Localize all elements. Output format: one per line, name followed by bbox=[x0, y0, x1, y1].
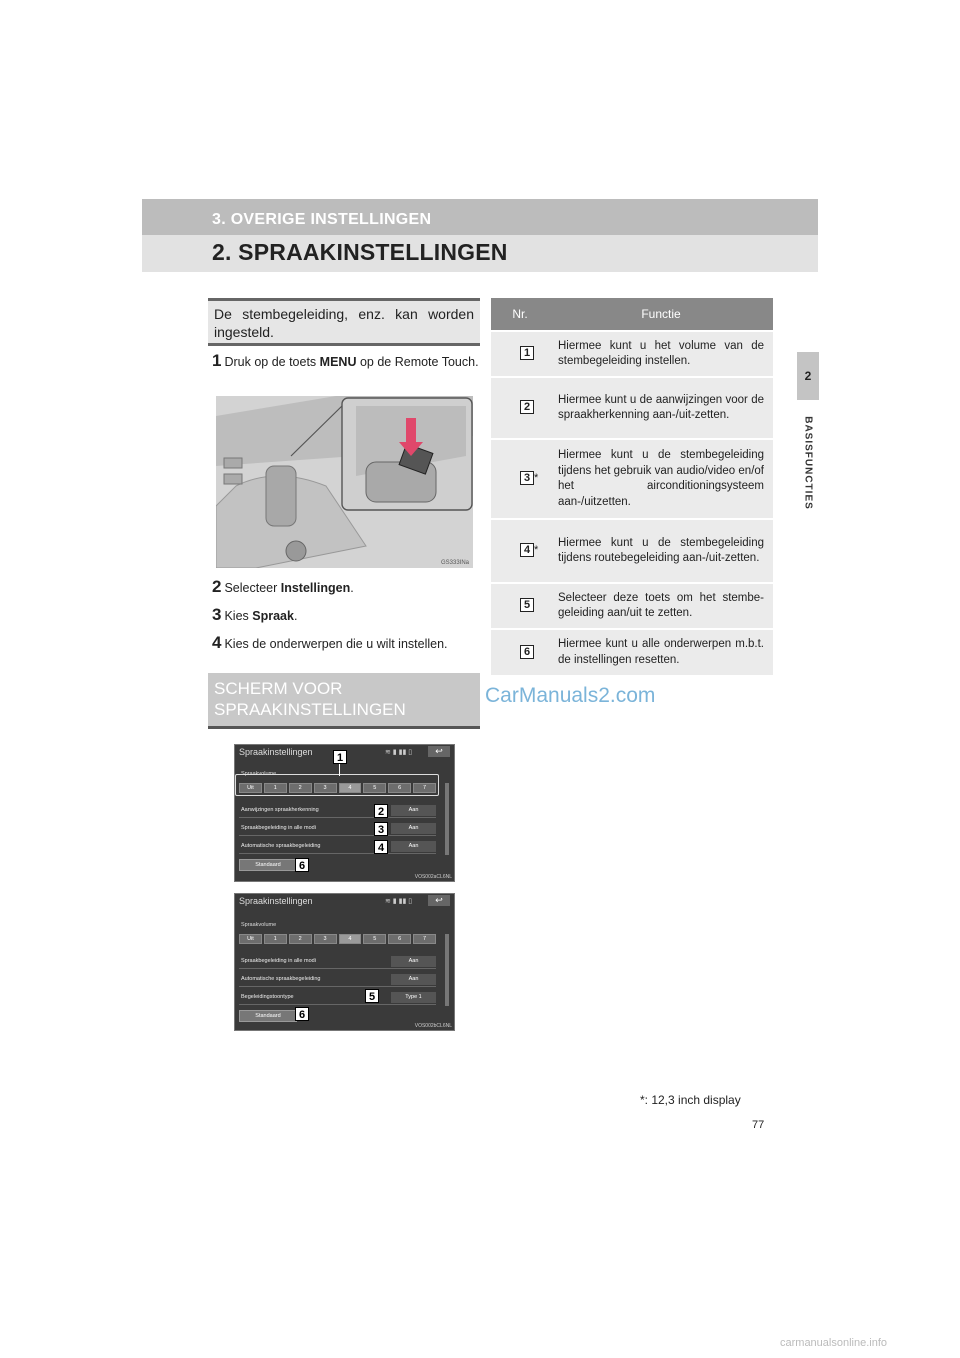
step-text: Kies bbox=[224, 609, 253, 623]
step-keyword: Spraak bbox=[252, 609, 294, 623]
row-number: 2 bbox=[520, 400, 534, 414]
status-icons: ≋ ▮ ▮▮ ▯ bbox=[385, 749, 413, 756]
chapter-tab bbox=[797, 352, 819, 400]
setting-label: Spraakbegeleiding in alle modi bbox=[241, 958, 316, 964]
setting-value[interactable]: Aan bbox=[391, 823, 436, 834]
volume-label: Spraakvolume bbox=[241, 922, 277, 928]
setting-row[interactable] bbox=[239, 974, 436, 987]
back-icon[interactable]: ↩ bbox=[428, 895, 450, 906]
step-2 bbox=[212, 578, 484, 597]
row-description: Selecteer deze toets om het stembe-geleiding aan/uit te zetten. bbox=[549, 583, 773, 629]
step-number: 2 bbox=[212, 577, 222, 596]
setting-value[interactable]: Aan bbox=[391, 805, 436, 816]
row-description: Hiermee kunt u de stembegeleiding tijdens routebegeleiding aan-/uit-zetten. bbox=[549, 519, 773, 583]
watermark-text: CarManuals2.com bbox=[485, 684, 656, 707]
photo-code: GS333INa bbox=[441, 560, 470, 566]
row-number-cell bbox=[491, 377, 549, 439]
callout-4: 4 bbox=[374, 840, 388, 854]
row-number-cell bbox=[491, 583, 549, 629]
row-number: 1 bbox=[520, 346, 534, 360]
volume-3-button[interactable]: 3 bbox=[314, 783, 337, 793]
setting-value[interactable]: Aan bbox=[391, 956, 436, 967]
setting-label: Spraakbegeleiding in alle modi bbox=[241, 825, 316, 831]
row-description: Hiermee kunt u het volume van de stembegeleiding instellen. bbox=[549, 331, 773, 377]
setting-value[interactable]: Aan bbox=[391, 841, 436, 852]
setting-row[interactable] bbox=[239, 841, 436, 854]
callout-leader bbox=[339, 764, 340, 776]
volume-4-button[interactable]: 4 bbox=[339, 783, 362, 793]
row-description: Hiermee kunt u de stembegeleiding tijdens het gebruik van audio/video en/of het airconditioningsysteem aan-/uitzetten. bbox=[549, 439, 773, 519]
footnote-marker: * bbox=[534, 472, 539, 485]
row-number-cell bbox=[491, 629, 549, 675]
page-title: 2. SPRAAKINSTELLINGEN bbox=[212, 239, 508, 265]
row-description: Hiermee kunt u de aanwijzingen voor de spraakherkenning aan-/uit-zetten. bbox=[549, 377, 773, 439]
step-number: 3 bbox=[212, 605, 222, 624]
step-number: 1 bbox=[212, 351, 222, 370]
step-text: op de Remote Touch. bbox=[356, 355, 479, 369]
step-keyword: Instellingen bbox=[280, 581, 351, 595]
step-keyword: MENU bbox=[319, 355, 357, 369]
table-header-row bbox=[491, 298, 773, 331]
scrollbar[interactable] bbox=[445, 783, 449, 855]
screen-title: Spraakinstellingen bbox=[239, 747, 313, 757]
step-3 bbox=[212, 606, 484, 625]
setting-value[interactable]: Aan bbox=[391, 974, 436, 985]
row-number: 6 bbox=[520, 645, 534, 659]
status-icons: ≋ ▮ ▮▮ ▯ bbox=[385, 898, 413, 905]
volume-6-button[interactable]: 6 bbox=[388, 783, 411, 793]
default-button[interactable]: Standaard bbox=[239, 1010, 297, 1022]
row-number-cell bbox=[491, 439, 549, 519]
setting-row[interactable] bbox=[239, 823, 436, 836]
scrollbar[interactable] bbox=[445, 934, 449, 1006]
setting-row[interactable] bbox=[239, 992, 436, 1005]
setting-row[interactable] bbox=[239, 805, 436, 818]
table-row bbox=[491, 629, 773, 675]
chapter-title: 3. OVERIGE INSTELLINGEN bbox=[212, 211, 432, 228]
callout-6: 6 bbox=[295, 1007, 309, 1021]
row-number: 4 bbox=[520, 543, 534, 557]
voice-settings-screen-1 bbox=[234, 744, 455, 882]
step-text: . bbox=[350, 581, 354, 595]
chapter-bar bbox=[142, 199, 818, 235]
back-icon[interactable]: ↩ bbox=[428, 746, 450, 757]
voice-settings-screen-2 bbox=[234, 893, 455, 1031]
screen-code: VOS002aCL6NL bbox=[414, 874, 452, 880]
setting-value[interactable]: Type 1 bbox=[391, 992, 436, 1003]
setting-label: Begeleidingstoontype bbox=[241, 994, 294, 1000]
column-header-nr: Nr. bbox=[491, 298, 549, 331]
bottom-watermark: carmanualsonline.info bbox=[780, 1337, 888, 1349]
screen-code: VOS002bCL6NL bbox=[414, 1023, 452, 1029]
volume-1-button[interactable]: 1 bbox=[264, 934, 287, 944]
callout-1: 1 bbox=[333, 750, 347, 764]
volume-7-button[interactable]: 7 bbox=[413, 783, 436, 793]
screen-title: Spraakinstellingen bbox=[239, 896, 313, 906]
volume-buttons bbox=[239, 934, 436, 944]
volume-1-button[interactable]: 1 bbox=[264, 783, 287, 793]
callout-5: 5 bbox=[365, 989, 379, 1003]
row-number: 3 bbox=[520, 471, 534, 485]
volume-5-button[interactable]: 5 bbox=[363, 783, 386, 793]
callout-2: 2 bbox=[374, 804, 388, 818]
setting-row[interactable] bbox=[239, 956, 436, 969]
chapter-tab-label-wrap bbox=[780, 408, 836, 518]
table-row bbox=[491, 519, 773, 583]
step-number: 4 bbox=[212, 633, 222, 652]
volume-off-button[interactable]: Uit bbox=[239, 934, 262, 944]
remote-touch-illustration bbox=[216, 396, 473, 568]
footnote: *: 12,3 inch display bbox=[640, 1093, 741, 1107]
chapter-tab-number: 2 bbox=[804, 369, 812, 383]
step-text: Druk op de toets bbox=[224, 355, 320, 369]
callout-6: 6 bbox=[295, 858, 309, 872]
section-heading-line: SCHERM VOOR bbox=[214, 679, 343, 698]
table-row bbox=[491, 377, 773, 439]
volume-7-button[interactable]: 7 bbox=[413, 934, 436, 944]
setting-label: Automatische spraakbegeleiding bbox=[241, 976, 321, 982]
row-number-cell bbox=[491, 519, 549, 583]
table-row bbox=[491, 331, 773, 377]
remote-touch-drawing bbox=[216, 396, 473, 568]
column-header-functie: Functie bbox=[549, 298, 773, 331]
volume-4-button[interactable]: 4 bbox=[339, 934, 362, 944]
row-number: 5 bbox=[520, 598, 534, 612]
volume-2-button[interactable]: 2 bbox=[289, 934, 312, 944]
step-text: Kies de onderwerpen die u wilt instellen. bbox=[224, 637, 448, 651]
volume-3-button[interactable]: 3 bbox=[314, 934, 337, 944]
step-text: Selecteer bbox=[224, 581, 281, 595]
step-text: . bbox=[293, 609, 298, 623]
table-row bbox=[491, 439, 773, 519]
step-4 bbox=[212, 634, 484, 653]
intro-box: De stembegeleiding, enz. kan worden ingesteld. bbox=[208, 298, 480, 346]
chapter-tab-label: BASISFUNCTIES bbox=[802, 416, 814, 510]
section-heading-line: SPRAAKINSTELLINGEN bbox=[214, 700, 406, 719]
default-button[interactable]: Standaard bbox=[239, 859, 297, 871]
callout-3: 3 bbox=[374, 822, 388, 836]
volume-6-button[interactable]: 6 bbox=[388, 934, 411, 944]
table-row bbox=[491, 583, 773, 629]
screen-section-heading bbox=[208, 673, 480, 729]
row-description: Hiermee kunt u alle onderwerpen m.b.t. de instellingen resetten. bbox=[549, 629, 773, 675]
volume-off-button[interactable]: Uit bbox=[239, 783, 262, 793]
setting-label: Automatische spraakbegeleiding bbox=[241, 843, 321, 849]
volume-label: Spraakvolume bbox=[241, 771, 277, 777]
volume-highlight bbox=[235, 774, 439, 796]
volume-5-button[interactable]: 5 bbox=[363, 934, 386, 944]
function-table bbox=[491, 298, 773, 675]
footnote-marker: * bbox=[534, 544, 539, 557]
page-number: 77 bbox=[752, 1119, 765, 1131]
setting-label: Aanwijzingen spraakherkenning bbox=[241, 807, 319, 813]
section-bar bbox=[142, 235, 818, 272]
step-1 bbox=[212, 352, 484, 371]
volume-2-button[interactable]: 2 bbox=[289, 783, 312, 793]
row-number-cell bbox=[491, 331, 549, 377]
